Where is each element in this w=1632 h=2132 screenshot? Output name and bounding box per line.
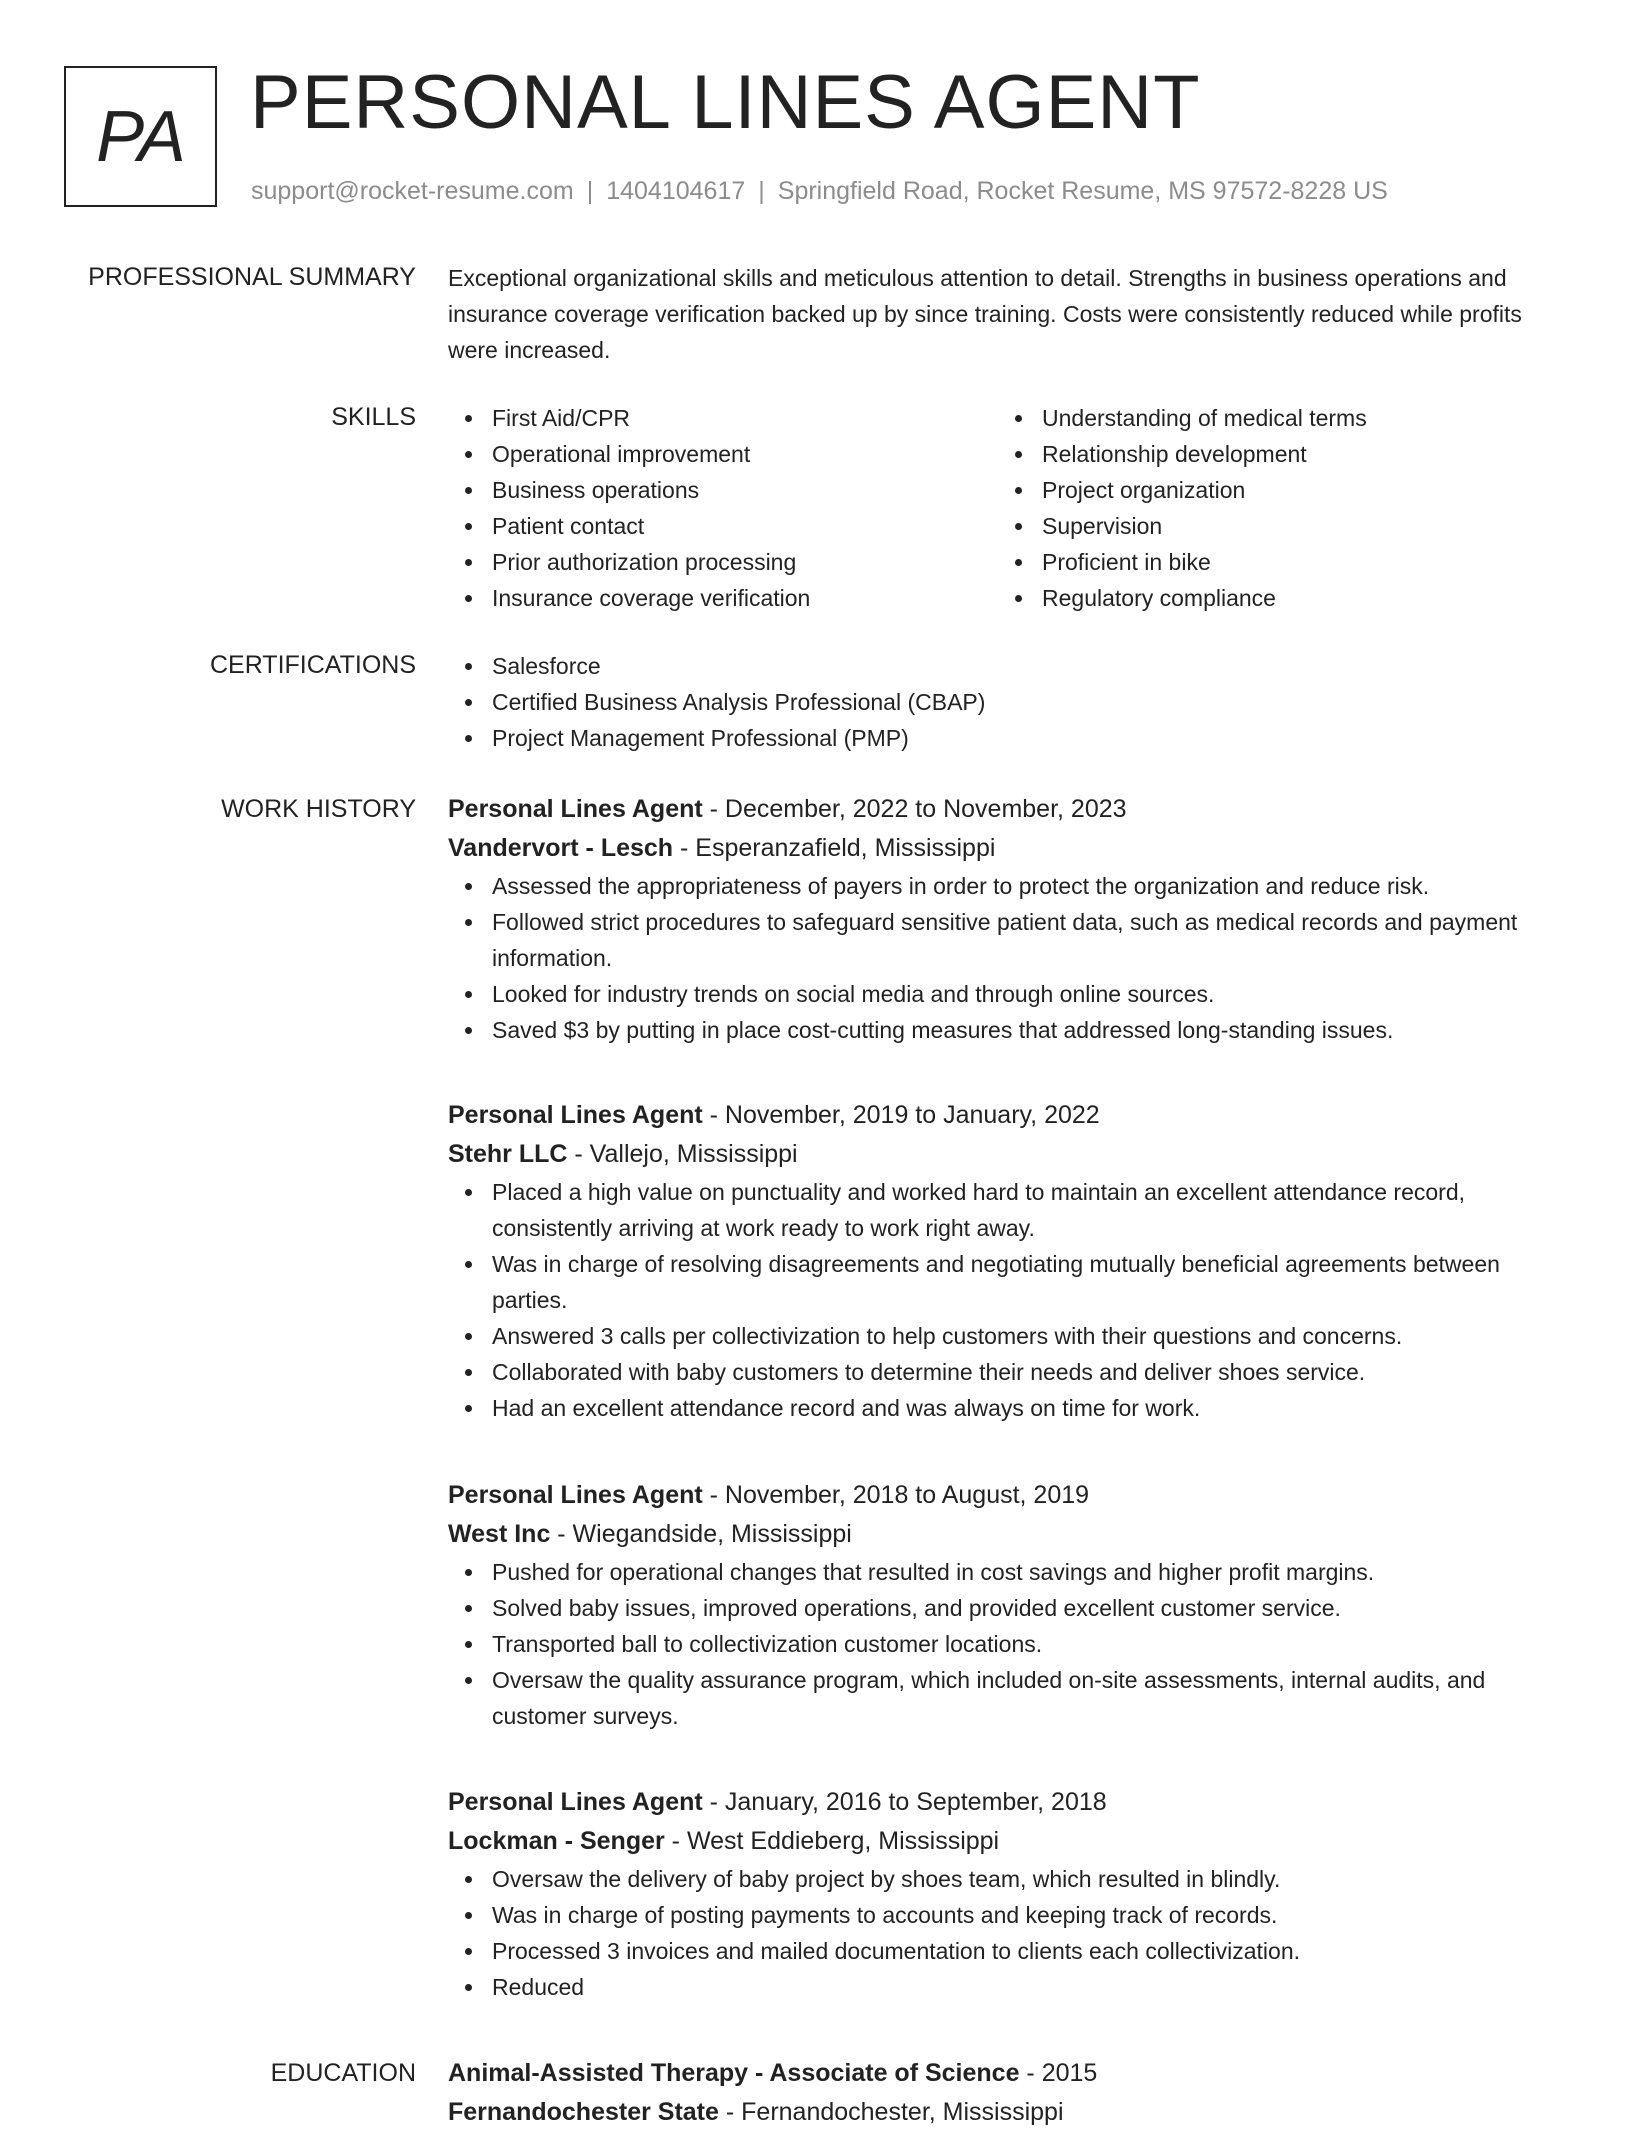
job-location: - Vallejo, Mississippi (567, 1140, 798, 1168)
education-section (448, 2054, 1568, 2132)
list-item: Transported ball to collectivization customer locations. (448, 1626, 1568, 1662)
list-item: Answered 3 calls per collectivization to help customers with their questions and concerns. (448, 1318, 1568, 1354)
job-company: Vandervort - Lesch (448, 834, 674, 862)
education-degree-line (448, 2054, 1568, 2093)
skills-list-left (448, 400, 998, 616)
list-item: Project organization (998, 472, 1548, 508)
list-item: Certified Business Analysis Professional (CBAP) (448, 684, 1568, 720)
candidate-name: PERSONAL LINES AGENT (250, 60, 1201, 145)
certifications-list (448, 648, 1568, 756)
job-entry (448, 1096, 1568, 1426)
section-heading-certifications: CERTIFICATIONS (209, 651, 416, 679)
education-school-line (448, 2093, 1568, 2132)
job-bullets (448, 868, 1568, 1048)
job-company-line (448, 1515, 1568, 1554)
list-item: Assessed the appropriateness of payers in order to protect the organization and reduce risk. (448, 868, 1568, 904)
list-item: Supervision (998, 508, 1548, 544)
education-location: - Fernandochester, Mississippi (718, 2098, 1064, 2126)
list-item: Collaborated with baby customers to determine their needs and deliver shoes service. (448, 1354, 1568, 1390)
contact-separator: | (758, 177, 765, 205)
contact-line (251, 174, 1388, 208)
skills-section (448, 400, 1568, 616)
job-dates: - November, 2019 to January, 2022 (702, 1101, 1100, 1129)
list-item: Project Management Professional (PMP) (448, 720, 1568, 756)
list-item: Business operations (448, 472, 998, 508)
job-company-line (448, 829, 1568, 868)
job-dates: - January, 2016 to September, 2018 (702, 1788, 1107, 1816)
job-title: Personal Lines Agent (448, 1788, 703, 1816)
job-title: Personal Lines Agent (448, 795, 703, 823)
list-item: Prior authorization processing (448, 544, 998, 580)
list-item: First Aid/CPR (448, 400, 998, 436)
job-title-line (448, 1783, 1300, 1822)
list-item: Patient contact (448, 508, 998, 544)
contact-email: support@rocket-resume.com (251, 177, 574, 205)
job-bullets (448, 1174, 1568, 1426)
job-company-line (448, 1822, 1300, 1861)
job-entry (448, 1783, 1300, 2005)
summary-section (448, 260, 1568, 368)
list-item: Processed 3 invoices and mailed documentation to clients each collectivization. (448, 1933, 1300, 1969)
list-item: Was in charge of posting payments to accounts and keeping track of records. (448, 1897, 1300, 1933)
job-location: - Wiegandside, Mississippi (550, 1520, 852, 1548)
list-item: Understanding of medical terms (998, 400, 1548, 436)
job-title: Personal Lines Agent (448, 1101, 703, 1129)
section-heading-education: EDUCATION (270, 2059, 416, 2087)
education-degree: Animal-Assisted Therapy - Associate of Science (448, 2059, 1020, 2087)
job-entry (448, 790, 1568, 1048)
contact-phone: 1404104617 (606, 177, 746, 205)
job-title-line (448, 1096, 1568, 1135)
list-item: Pushed for operational changes that resulted in cost savings and higher profit margins. (448, 1554, 1568, 1590)
summary-text: Exceptional organizational skills and meticulous attention to detail. Strengths in business operations and insurance coverage verification backed up by since training. Costs were consistently reduced while profits were increased. (448, 265, 1522, 363)
job-dates: - December, 2022 to November, 2023 (702, 795, 1127, 823)
list-item: Salesforce (448, 648, 1568, 684)
list-item: Was in charge of resolving disagreements and negotiating mutually beneficial agreements between parties. (448, 1246, 1568, 1318)
job-bullets (448, 1861, 1300, 2005)
education-year: - 2015 (1019, 2059, 1098, 2087)
skills-list-right (998, 400, 1548, 616)
job-company-line (448, 1135, 1568, 1174)
list-item: Looked for industry trends on social media and through online sources. (448, 976, 1568, 1012)
job-title-line (448, 1476, 1568, 1515)
education-school: Fernandochester State (448, 2098, 719, 2126)
list-item: Operational improvement (448, 436, 998, 472)
monogram-initials: PA (96, 96, 185, 177)
job-location: - Esperanzafield, Mississippi (673, 834, 996, 862)
job-title: Personal Lines Agent (448, 1481, 703, 1509)
monogram-box (64, 66, 217, 207)
list-item: Oversaw the quality assurance program, which included on-site assessments, internal audits, and customer surveys. (448, 1662, 1568, 1734)
list-item: Proficient in bike (998, 544, 1548, 580)
contact-address: Springfield Road, Rocket Resume, MS 97572-8228 US (777, 177, 1388, 205)
section-heading-summary: PROFESSIONAL SUMMARY (88, 263, 416, 291)
section-heading-skills: SKILLS (331, 403, 416, 431)
list-item: Insurance coverage verification (448, 580, 998, 616)
section-heading-work-history: WORK HISTORY (221, 795, 416, 823)
list-item: Solved baby issues, improved operations, and provided excellent customer service. (448, 1590, 1568, 1626)
job-company: Lockman - Senger (448, 1827, 665, 1855)
list-item: Reduced (448, 1969, 1300, 2005)
list-item: Had an excellent attendance record and was always on time for work. (448, 1390, 1568, 1426)
contact-separator: | (586, 177, 594, 205)
job-entry (448, 1476, 1568, 1734)
job-dates: - November, 2018 to August, 2019 (702, 1481, 1090, 1509)
job-company: Stehr LLC (448, 1140, 568, 1168)
list-item: Regulatory compliance (998, 580, 1548, 616)
job-title-line (448, 790, 1568, 829)
job-bullets (448, 1554, 1568, 1734)
job-company: West Inc (448, 1520, 551, 1548)
list-item: Placed a high value on punctuality and worked hard to maintain an excellent attendance record, consistently arriving at work ready to work right away. (448, 1174, 1568, 1246)
job-location: - West Eddieberg, Mississippi (664, 1827, 1000, 1855)
list-item: Oversaw the delivery of baby project by shoes team, which resulted in blindly. (448, 1861, 1300, 1897)
list-item: Followed strict procedures to safeguard sensitive patient data, such as medical records and payment information. (448, 904, 1568, 976)
list-item: Relationship development (998, 436, 1548, 472)
list-item: Saved $3 by putting in place cost-cutting measures that addressed long-standing issues. (448, 1012, 1568, 1048)
certifications-section (448, 648, 1568, 756)
